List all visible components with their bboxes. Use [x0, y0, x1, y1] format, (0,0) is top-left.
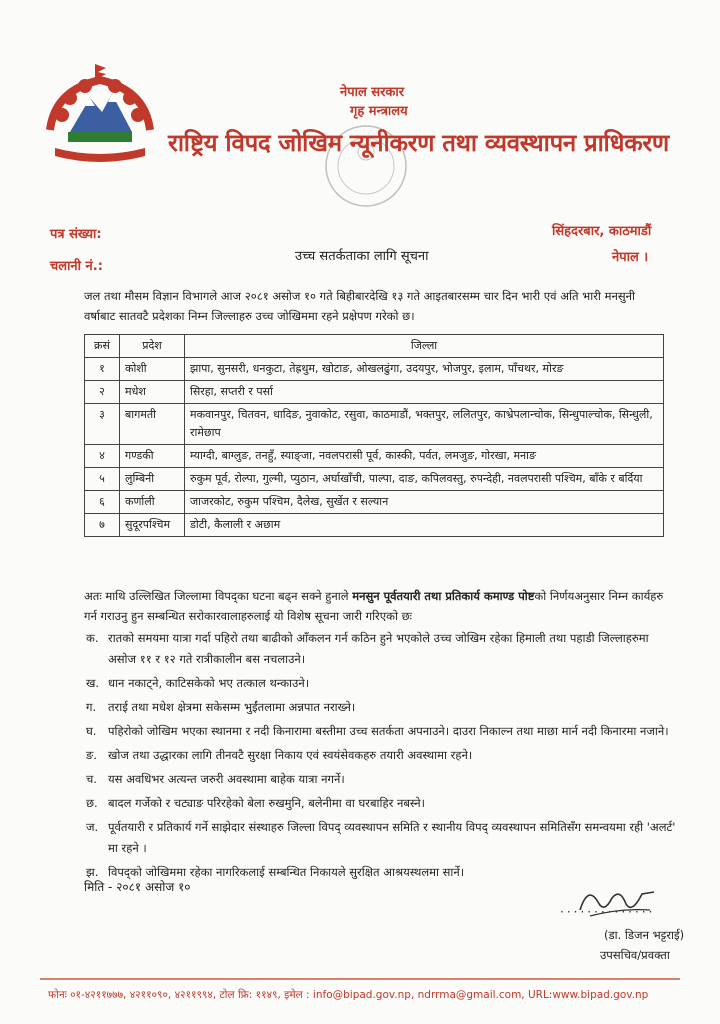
list-item — [86, 721, 676, 742]
row-serial: ४ — [85, 445, 120, 468]
para-bold: मनसुन पूर्वतयारी तथा प्रतिकार्य कमाण्ड पोष्ट — [352, 589, 535, 603]
item-text: खोज तथा उद्धारका लागि तीनवटै सुरक्षा निकाय एवं स्वयंसेवकहरु तयारी अवस्थामा रहने। — [108, 748, 473, 762]
ministry-heading: गृह मन्त्रालय — [350, 104, 408, 119]
item-marker: झ. — [86, 865, 99, 879]
subject-line: उच्च सतर्कताका लागि सूचना — [295, 249, 429, 264]
table-row — [85, 468, 664, 491]
row-districts: डोटी, कैलाली र अछाम — [185, 514, 664, 537]
footer-contact: फोनः ०१-४२११७७७, ४२११०९०, ४२११९९४, टोल फ्रि: ११४९, इमेल : info@bipad.gov.np, ndrrma@gmail.com, URL:www.bipad.gov.np — [48, 989, 649, 1001]
row-districts: म्याग्दी, बाग्लुङ, तनहुँ, स्याङ्जा, नवलपरासी पूर्व, कास्की, पर्वत, लमजुङ, गोरखा, मनाङ — [185, 445, 664, 468]
row-districts: झापा, सुनसरी, धनकुटा, तेह्रथुम, खोटाङ, ओखलढुंगा, उदयपुर, भोजपुर, इलाम, पाँचथर, मोरङ — [185, 358, 664, 381]
item-marker: क. — [86, 631, 99, 645]
list-item — [86, 745, 676, 766]
row-districts: मकवानपुर, चितवन, धादिङ, नुवाकोट, रसुवा, काठमाडौं, भक्तपुर, ललितपुर, काभ्रेपलान्चोक, सिन्धुपाल्चोक, सिन्धुली, रामेछाप — [185, 404, 664, 445]
item-marker: छ. — [86, 796, 98, 810]
row-serial: ६ — [85, 491, 120, 514]
row-serial: १ — [85, 358, 120, 381]
signer-role: उपसचिव/प्रवक्ता — [600, 948, 670, 962]
para-pre: अतः माथि उल्लिखित जिल्लामा विपद्का घटना बढ्न सक्ने हुनाले — [84, 589, 353, 603]
item-text: बादल गर्जेको र चट्याङ परिरहेको बेला रुखमुनि, बलेनीमा वा घरबाहिर नबस्ने। — [108, 796, 426, 810]
government-heading: नेपाल सरकार — [340, 85, 405, 100]
item-marker: घ. — [86, 724, 97, 738]
item-text: तराई तथा मधेश क्षेत्रमा सकेसम्म भुईंतलामा अन्नपात नराख्ने। — [108, 700, 356, 714]
table-row — [85, 404, 664, 445]
footer-divider — [40, 978, 680, 980]
intro-paragraph: जल तथा मौसम विज्ञान विभागले आज २०८१ असोज १० गते बिहीबारदेखि १३ गते आइतबारसम्म चार दिन भारी एवं अति भारी मनसुनी वर्षाबाट सातवटै प्रदेशका निम्न जिल्लाहरु उच्च जोखिममा रहने प्रक्षेपण गरेको छ। — [84, 289, 635, 323]
chalani-label: चलानी नं.: — [50, 259, 103, 274]
row-districts: रुकुम पूर्व, रोल्पा, गुल्मी, प्युठान, अर्घाखाँची, पाल्पा, दाङ, कपिलवस्तु, रुपन्देही, नवलपरासी पश्चिम, बाँके र बर्दिया — [185, 468, 664, 491]
instruction-list — [86, 628, 676, 886]
table-header-row — [85, 335, 664, 358]
row-districts: सिरहा, सप्तरी र पर्सा — [185, 381, 664, 404]
row-serial: २ — [85, 381, 120, 404]
item-text: यस अवधिभर अत्यन्त जरुरी अवस्थामा बाहेक यात्रा नगर्ने। — [108, 772, 345, 786]
nepal-emblem-icon — [40, 60, 160, 170]
table-row — [85, 445, 664, 468]
signer-name: (डा. डिजन भट्टराई) — [604, 928, 685, 942]
list-item — [86, 793, 676, 814]
row-serial: ५ — [85, 468, 120, 491]
signature-dotted-line: ·············· — [560, 905, 656, 919]
list-item — [86, 697, 676, 718]
item-text: धान नकाट्ने, काटिसकेको भए तत्काल थन्काउने। — [108, 676, 310, 690]
authority-title: राष्ट्रिय विपद जोखिम न्यूनीकरण तथा व्यवस्थापन प्राधिकरण — [168, 129, 669, 157]
row-serial: ७ — [85, 514, 120, 537]
place-label: सिंहदरबार, काठमाडौं — [552, 224, 652, 239]
list-item — [86, 628, 676, 670]
table-row — [85, 491, 664, 514]
list-item — [86, 817, 676, 859]
row-province: कर्णाली — [120, 491, 185, 514]
table-row — [85, 358, 664, 381]
list-item — [86, 673, 676, 694]
list-item — [86, 769, 676, 790]
row-province: गण्डकी — [120, 445, 185, 468]
item-marker: ग. — [86, 700, 97, 714]
row-province: मधेश — [120, 381, 185, 404]
row-districts: जाजरकोट, रुकुम पश्चिम, दैलेख, सुर्खेत र सल्यान — [185, 491, 664, 514]
item-text: पूर्वतयारी र प्रतिकार्य गर्ने साझेदार संस्थाहरु जिल्ला विपद् व्यवस्थापन समिति र स्थानीय विपद् व्यवस्थापन समितिसँग समन्वयमा रही 'अलर्ट' मा रहने । — [108, 820, 676, 855]
row-province: लुम्बिनी — [120, 468, 185, 491]
row-province: सुदूरपश्चिम — [120, 514, 185, 537]
item-marker: ङ. — [86, 748, 97, 762]
row-province: बागमती — [120, 404, 185, 445]
header-serial: क्रसं — [85, 335, 120, 358]
item-marker: ज. — [86, 820, 99, 834]
table-row — [85, 514, 664, 537]
issue-date: मिति - २०८१ असोज १० — [84, 880, 191, 894]
row-province: कोशी — [120, 358, 185, 381]
country-label: नेपाल । — [612, 250, 649, 265]
para-post: को निर्णयअनुसार निम्न कार्यहरु गर्न गराउनु हुन सम्बन्धित सरोकारवालाहरुलाई यो विशेष सूचना जारी गरिएको छः — [84, 589, 664, 623]
header-province: प्रदेश — [120, 335, 185, 358]
action-paragraph — [84, 586, 674, 626]
patra-sankhya-label: पत्र संख्या: — [50, 227, 102, 242]
item-text: विपद्को जोखिममा रहेका नागरिकलाई सम्बन्धित निकायले सुरक्षित आश्रयस्थलमा सार्ने। — [108, 865, 465, 879]
item-text: पहिरोको जोखिम भएका स्थानमा र नदी किनारामा बस्तीमा उच्च सतर्कता अपनाउने। दाउरा निकाल्न तथा माछा मार्न नदी किनारमा नजाने। — [108, 724, 669, 738]
header-districts: जिल्ला — [185, 335, 664, 358]
table-row — [85, 381, 664, 404]
district-table — [84, 334, 664, 537]
item-text: रातको समयमा यात्रा गर्दा पहिरो तथा बाढीको आँकलन गर्न कठिन हुने भएकोले उच्च जोखिम रहेका हिमाली तथा पहाडी जिल्लाहरुमा असोज ११ र १२ गते रात्रीकालीन बस नचलाउने। — [108, 631, 649, 666]
row-serial: ३ — [85, 404, 120, 445]
item-marker: च. — [86, 772, 97, 786]
item-marker: ख. — [86, 676, 100, 690]
